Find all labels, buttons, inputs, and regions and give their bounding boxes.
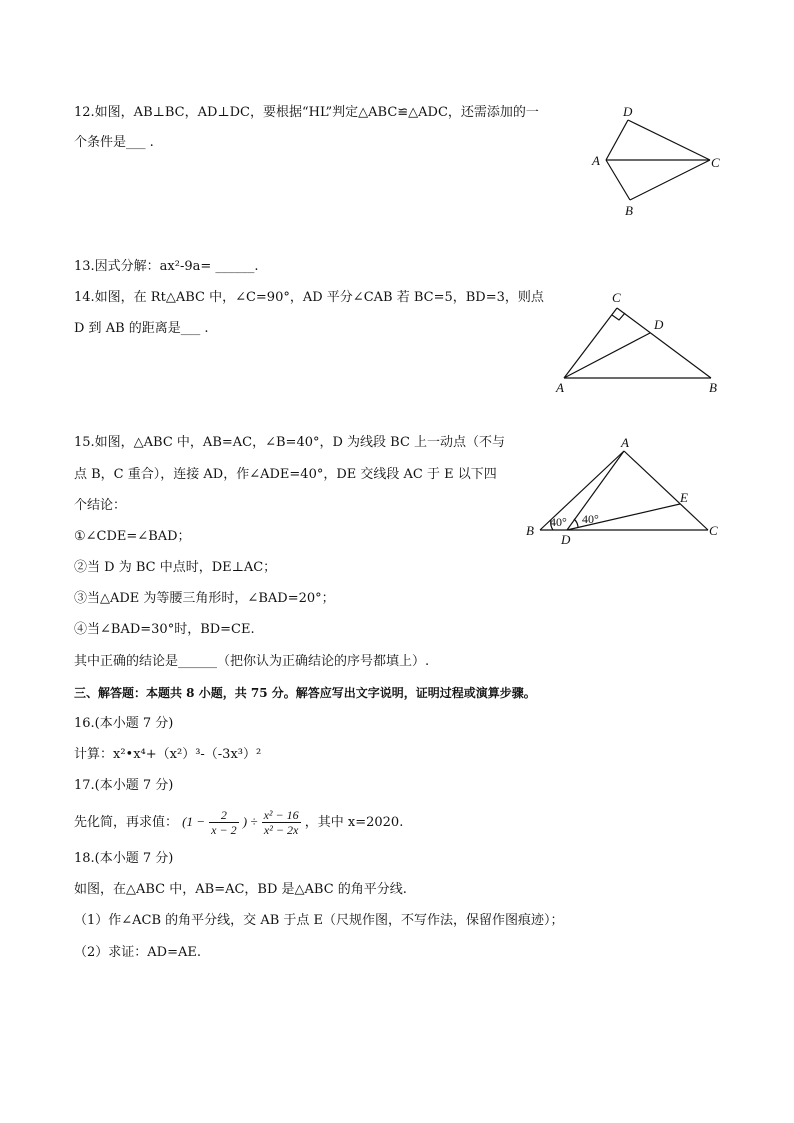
q18-line1: 如图，在△ABC 中，AB=AC，BD 是△ABC 的角平分线. <box>74 882 407 897</box>
q17-frac2-numerator: x² − 16 <box>263 808 299 822</box>
q15-conclusion-4: ④当∠BAD=30°时，BD=CE. <box>74 622 255 637</box>
q18-header: 18.(本小题 7 分) <box>74 851 174 866</box>
q14-label-a: A <box>556 380 564 395</box>
q15-angle-d: 40° <box>582 512 599 526</box>
q15-angle-b: 40° <box>550 515 567 529</box>
q15-line1: 15.如图，△ABC 中，AB=AC，∠B=40°，D 为线段 BC 上一动点（不与 <box>74 435 506 450</box>
q12-line1: 12.如图，AB⊥BC，AD⊥DC，要根据“HL”判定△ABC≌△ADC，还需添加的一 <box>74 105 539 120</box>
q14-label-c: C <box>612 290 621 305</box>
q17-header: 17.(本小题 7 分) <box>74 778 174 793</box>
q15-conclusion-2: ②当 D 为 BC 中点时，DE⊥AC； <box>74 560 277 575</box>
section-3-heading: 三、解答题：本题共 8 小题，共 75 分。解答应写出文字说明，证明过程或演算步骤。 <box>74 686 536 700</box>
q14-line2: D 到 AB 的距离是___ . <box>74 321 209 336</box>
q14-label-b: B <box>709 380 717 395</box>
q12-label-d: D <box>623 104 633 119</box>
q18-line3: （2）求证：AD=AE. <box>74 945 201 960</box>
q17-frac1-denominator: x − 2 <box>211 823 237 837</box>
q15-label-c: C <box>709 523 718 538</box>
q14-line1: 14.如图，在 Rt△ABC 中，∠C=90°，AD 平分∠CAB 若 BC=5，BD=3，则点 <box>74 290 544 305</box>
q13-text: 13.因式分解：ax²-9a= ______. <box>74 259 259 274</box>
q15-line3: 个结论： <box>74 498 127 513</box>
q15-conclusion-1: ①∠CDE=∠BAD； <box>74 529 191 544</box>
q17-frac2-denominator: x² − 2x <box>263 823 299 837</box>
q15-label-d: D <box>561 532 571 547</box>
q14-label-d: D <box>654 317 664 332</box>
q12-label-b: B <box>625 203 633 218</box>
q16-text: 计算：x²•x⁴+（x²）³-（-3x³）² <box>74 747 262 762</box>
q15-label-b: B <box>526 523 534 538</box>
q12-line2: 个条件是___ . <box>74 135 154 150</box>
q18-line2: （1）作∠ACB 的角平分线，交 AB 于点 E（尺规作图，不写作法，保留作图痕迹）； <box>74 913 564 928</box>
q17-suffix: ，其中 x=2020. <box>304 815 404 830</box>
q17-prefix: 先化简，再求值： <box>74 815 179 830</box>
q15-label-a: A <box>621 435 629 450</box>
q17-division: ) ÷ <box>242 814 258 829</box>
q17-fraction-1 <box>209 808 238 837</box>
q15-line2: 点 B，C 重合），连接 AD，作∠ADE=40°，DE 交线段 AC 于 E 以下四 <box>74 467 497 482</box>
q17-fraction-2 <box>262 808 301 837</box>
q12-label-c: C <box>711 155 720 170</box>
q12-label-a: A <box>592 153 600 168</box>
q17-expression <box>74 806 403 839</box>
q15-answer: 其中正确的结论是______（把你认为正确结论的序号都填上）. <box>74 654 430 669</box>
q15-conclusion-3: ③当△ADE 为等腰三角形时，∠BAD=20°； <box>74 591 335 606</box>
q15-label-e: E <box>680 490 688 505</box>
q17-part1: (1 − <box>182 814 206 829</box>
q16-header: 16.(本小题 7 分) <box>74 716 174 731</box>
q17-frac1-numerator: 2 <box>209 808 238 823</box>
